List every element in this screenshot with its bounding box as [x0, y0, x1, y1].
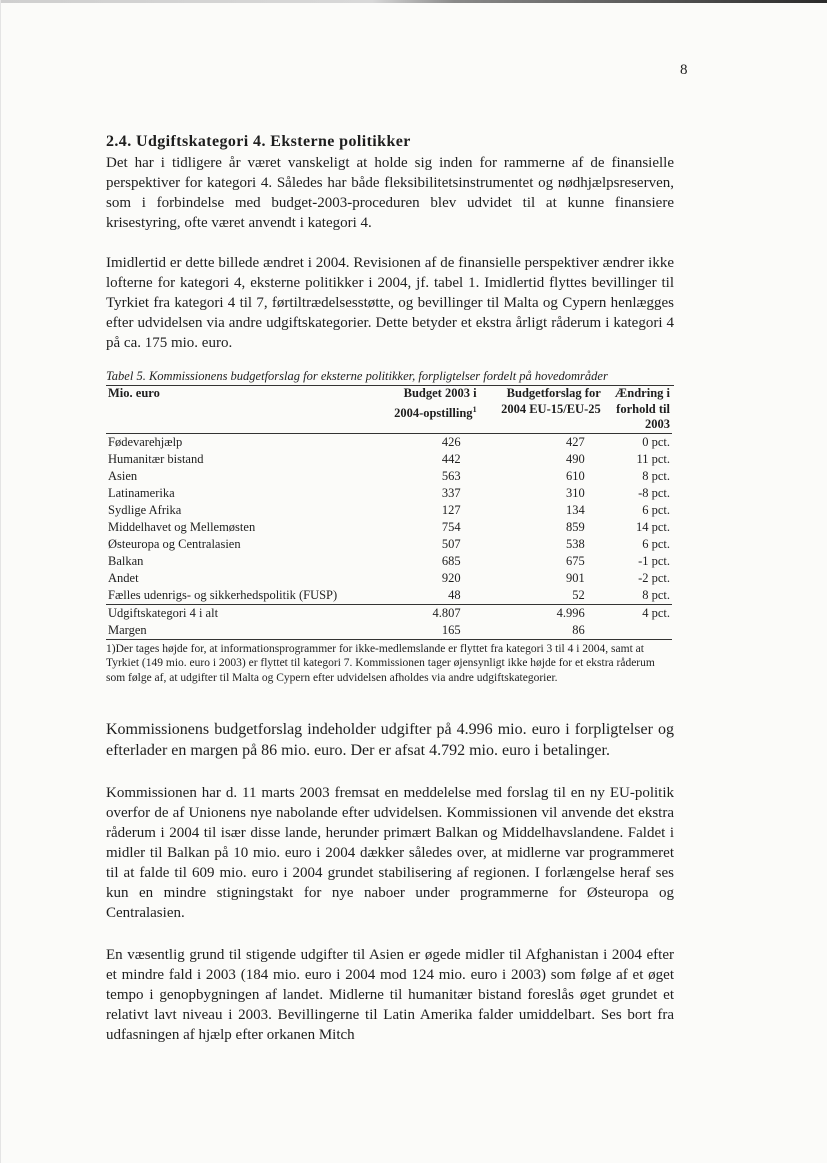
- row-change: -2 pct.: [638, 570, 670, 585]
- row-label: Balkan: [108, 553, 144, 568]
- table-row: [106, 587, 672, 605]
- row-label: Fødevarehjælp: [108, 434, 183, 449]
- margin-budget-2003: 165: [385, 622, 479, 640]
- header-mio-euro: Mio. euro: [108, 386, 160, 400]
- header-budget-2003: [385, 386, 479, 433]
- scan-edge: [0, 0, 827, 3]
- row-label: Østeuropa og Centralasien: [108, 536, 241, 551]
- row-budget-2004: 675: [566, 553, 585, 568]
- row-budget-2003: 563: [441, 468, 461, 483]
- row-budget-2003: 426: [441, 434, 461, 449]
- row-label: Fælles udenrigs- og sikkerhedspolitik (FUSP): [108, 587, 338, 602]
- table-row: [106, 553, 672, 570]
- table-row: [106, 433, 672, 451]
- total-change: 4 pct.: [603, 604, 672, 622]
- total-row: [106, 604, 672, 622]
- header-budget-2003-label: Budget 2003 i 2004-opstilling: [394, 386, 477, 420]
- row-budget-2003: 685: [441, 553, 461, 568]
- row-budget-2004: 427: [566, 434, 585, 449]
- row-change: -1 pct.: [638, 553, 670, 568]
- row-budget-2003: 442: [441, 451, 461, 466]
- row-label: Humanitær bistand: [108, 451, 204, 466]
- margin-row: [106, 622, 672, 640]
- page-number: 8: [680, 62, 688, 78]
- row-change: 8 pct.: [642, 587, 670, 602]
- table-row: [106, 519, 672, 536]
- row-change: 8 pct.: [642, 468, 670, 483]
- row-change: 6 pct.: [642, 536, 670, 551]
- row-label: Middelhavet og Mellemøsten: [108, 519, 256, 534]
- table-row: [106, 468, 672, 485]
- row-change: 6 pct.: [642, 502, 670, 517]
- section-title: 2.4. Udgiftskategori 4. Eksterne politikker: [106, 133, 411, 150]
- row-budget-2004: 859: [566, 519, 585, 534]
- paragraph-5: En væsentlig grund til stigende udgifter til Asien er øgede midler til Afghanistan i 2004 efter et mindre fald i 2003 (184 mio. euro i 2004 mod 124 mio. euro i 2003) som følge af et øget tempo i genopbygningen af landet. Midlerne til humanitær bistand foreslås øget grundet et relativt lavt niveau i 2003. Bevillingerne til Latin Amerika falder umiddelbart. Ses bort fra udfasningen af hjælp efter orkanen Mitch: [106, 947, 674, 1043]
- row-budget-2003: 507: [441, 536, 461, 551]
- row-budget-2003: 920: [441, 570, 461, 585]
- table-row: [106, 570, 672, 587]
- row-budget-2004: 310: [566, 485, 585, 500]
- row-change: 0 pct.: [642, 434, 670, 449]
- table-caption: Tabel 5. Kommissionens budgetforslag for eksterne politikker, forpligtelser fordelt på hovedområder: [106, 369, 674, 386]
- table-header-row: [106, 386, 672, 433]
- row-label: Sydlige Afrika: [108, 502, 182, 517]
- row-label: Andet: [108, 570, 139, 585]
- margin-label: Margen: [106, 622, 385, 640]
- row-budget-2003: 48: [448, 587, 461, 602]
- paragraph-4: Kommissionen har d. 11 marts 2003 fremsat en meddelelse med forslag til en ny EU-politik overfor de af Unionens nye nabolande efter udvidelsen. Kommissionen vil anvende det ekstra råderum i 2004 til især disse lande, herunder primært Balkan og Middelhavslandene. Faldet i midler til Balkan på 10 mio. euro i 2004 dækker således over, at midlerne var programmeret til at falde til 609 mio. euro i 2004 grundet stabilisering af regionen. I forlængelse heraf ses kun en mindre stigningstakt for nye naboer under programmerne for Østeuropa og Centralasien.: [106, 785, 674, 921]
- row-label: Latinamerika: [108, 485, 175, 500]
- total-budget-2003: 4.807: [385, 604, 479, 622]
- row-change: -8 pct.: [638, 485, 670, 500]
- paragraph-1: Det har i tidligere år været vanskeligt at holde sig inden for rammerne af de finansielle perspektiver for kategori 4. Således har både fleksibilitetsinstrumentet og nødhjælpsreserven, som i forbindelse med budget-2003-proceduren blev udvidet til at kunne finansiere krisestyring, ofte været anvendt i kategori 4.: [106, 155, 674, 231]
- table-row: [106, 485, 672, 502]
- table-row: [106, 451, 672, 468]
- table-row: [106, 536, 672, 553]
- page-content: [106, 133, 674, 1045]
- paragraph-3: Kommissionens budgetforslag indeholder udgifter på 4.996 mio. euro i forpligtelser og efterlader en margen på 86 mio. euro. Der er afsat 4.792 mio. euro i betalinger.: [106, 721, 674, 759]
- row-budget-2004: 52: [572, 587, 585, 602]
- row-change: 11 pct.: [636, 451, 670, 466]
- row-budget-2004: 610: [566, 468, 585, 483]
- row-budget-2004: 134: [566, 502, 585, 517]
- table-footnote: 1)Der tages højde for, at informationsprogrammer for ikke-medlemslande er flyttet fra kategori 3 til 4 i 2004, samt at Tyrkiet (149 mio. euro i 2003) er flyttet til kategori 7. Kommissionen tager øjensynligt ikke højde for et ekstra råderum som følge af, at udgifter til Malta og Cypern efter udvidelsen afholdes via andre udgiftskategorier.: [106, 642, 655, 684]
- budget-table: [106, 386, 672, 640]
- total-label: Udgiftskategori 4 i alt: [106, 604, 385, 622]
- row-budget-2003: 337: [441, 485, 461, 500]
- header-aendring: Ændring i forhold til 2003: [614, 386, 670, 431]
- total-budget-2004: 4.996: [479, 604, 603, 622]
- paragraph-2: Imidlertid er dette billede ændret i 2004. Revisionen af de finansielle perspektiver ændrer ikke lofterne for kategori 4, eksterne politikker i 2004, jf. tabel 1. Imidlertid flyttes bevillinger til Tyrkiet fra kategori 4 til 7, førtiltrædelsesstøtte, og bevillinger til Malta og Cypern henlægges efter udvidelsen via andre udgiftskategorier. Dette betyder et ekstra årligt råderum i kategori 4 på ca. 175 mio. euro.: [106, 255, 674, 351]
- margin-change: [603, 622, 672, 640]
- row-budget-2004: 538: [566, 536, 585, 551]
- margin-budget-2004: 86: [479, 622, 603, 640]
- row-budget-2003: 754: [441, 519, 461, 534]
- footnote-marker: 1: [472, 404, 477, 414]
- table-row: [106, 502, 672, 519]
- row-label: Asien: [108, 468, 138, 483]
- scan-margin: [0, 0, 1, 1163]
- row-budget-2004: 490: [566, 451, 585, 466]
- row-budget-2004: 901: [566, 570, 585, 585]
- row-budget-2003: 127: [441, 502, 461, 517]
- row-change: 14 pct.: [635, 519, 670, 534]
- header-budgetforslag-2004: Budgetforslag for 2004 EU-15/EU-25: [501, 386, 601, 416]
